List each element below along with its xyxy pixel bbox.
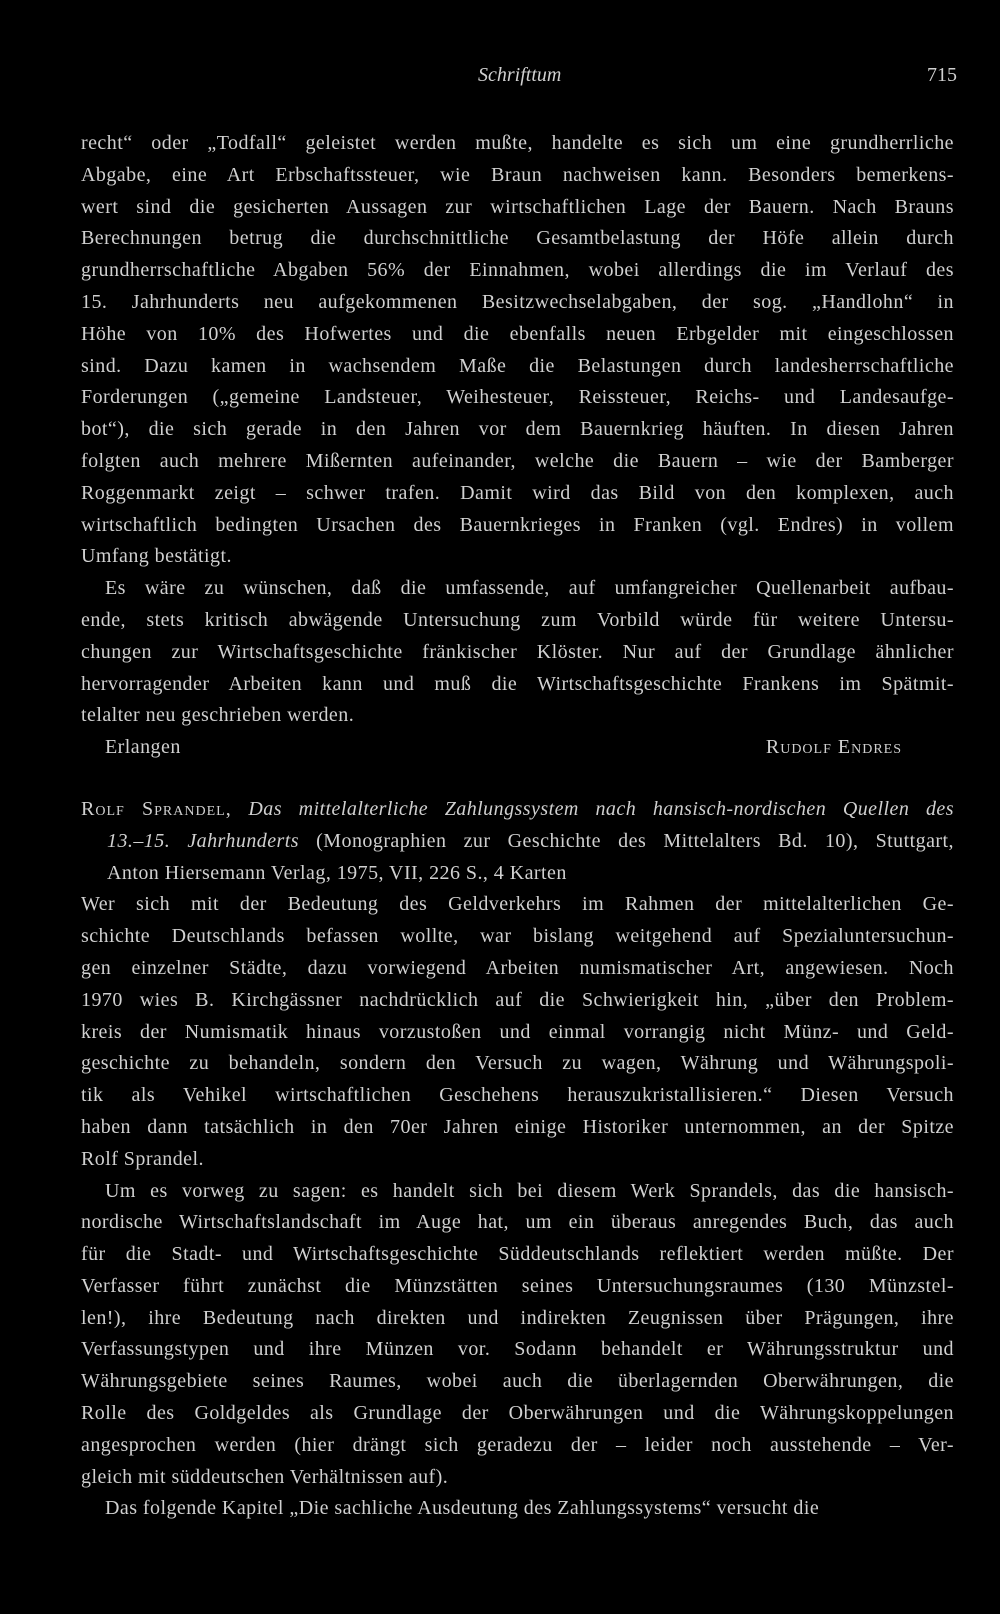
biblio-author: Rolf Sprandel, (81, 797, 232, 820)
body-text (81, 128, 954, 1525)
text-line: schichte Deutschlands befassen wollte, war bislang weitgehend auf Spezialuntersuchun- (81, 925, 954, 948)
text-line: wirtschaftlich bedingten Ursachen des Bauernkrieges in Franken (vgl. Endres) in vollem (81, 513, 954, 536)
text-line: telalter neu geschrieben werden. (81, 704, 355, 727)
text-line: Verfassungstypen und ihre Münzen vor. Sodann behandelt er Währungsstruktur und (81, 1338, 954, 1361)
text-line: bot“), die sich gerade in den Jahren vor dem Bauernkrieg häuften. In diesen Jahren (81, 418, 954, 441)
text-line: Forderungen („gemeine Landsteuer, Weihesteuer, Reissteuer, Reichs- und Landesaufge- (81, 386, 954, 409)
biblio-series: (Monographien zur Geschichte des Mittelalters Bd. 10), Stuttgart, (299, 829, 954, 852)
text-line: 1970 wies B. Kirchgässner nachdrücklich auf die Schwierigkeit hin, „über den Problem- (81, 988, 954, 1011)
running-title: Schrifttum (478, 64, 562, 86)
biblio-line (81, 826, 954, 858)
text-line: kreis der Numismatik hinaus vorzustoßen und einmal vorrangig nicht Münz- und Geld- (81, 1020, 954, 1043)
signature-line (81, 732, 954, 764)
text-line: Es wäre zu wünschen, daß die umfassende, auf umfangreicher Quellenarbeit aufbau- (105, 577, 954, 600)
text-line: Rolle des Goldgeldes als Grundlage der Oberwährungen und die Währungskoppelungen (81, 1402, 954, 1425)
review-2-text (81, 889, 954, 1525)
text-line: Höhe von 10% des Hofwertes und die ebenfalls neuen Erbgelder mit eingeschlossen (81, 322, 954, 345)
text-line: Abgabe, eine Art Erbschaftssteuer, wie Braun nachweisen kann. Besonders bemerkens- (81, 163, 954, 186)
biblio-title: Das mittelalterliche Zahlungssystem nach hansisch-nordischen Quellen des (248, 797, 954, 820)
page-header (0, 60, 1000, 94)
biblio-title-cont: 13.–15. Jahrhunderts (107, 829, 300, 852)
text-line: Rolf Sprandel. (81, 1147, 204, 1170)
text-line: recht“ oder „Todfall“ geleistet werden mußte, handelte es sich um eine grundherrliche (81, 132, 954, 154)
text-line: Berechnungen betrug die durchschnittliche Gesamtbelastung der Höfe allein durch (81, 227, 954, 250)
text-line: folgten auch mehrere Mißernten aufeinander, welche die Bauern – wie der Bamberger (81, 449, 954, 472)
biblio-publisher: Anton Hiersemann Verlag, 1975, VII, 226 S., 4 Karten (107, 861, 567, 884)
text-line: Währungsgebiete seines Raumes, wobei auch die überlagernden Oberwährungen, die (81, 1370, 954, 1393)
text-line: sind. Dazu kamen in wachsendem Maße die Belastungen durch landesherrschaftliche (81, 354, 954, 377)
text-line: chungen zur Wirtschaftsgeschichte fränkischer Klöster. Nur auf der Grundlage ähnlicher (81, 640, 954, 663)
signature-place: Erlangen (105, 736, 181, 759)
text-line: gleich mit süddeutschen Verhältnissen auf). (81, 1465, 449, 1488)
text-line: tik als Vehikel wirtschaftlichen Geschehens herauszukristallisieren.“ Diesen Versuch (81, 1084, 954, 1107)
text-line: angesprochen werden (hier drängt sich geradezu der – leider noch ausstehende – Ver- (81, 1433, 954, 1456)
bibliographic-entry (81, 794, 954, 889)
review-1-text (81, 128, 954, 732)
page-number: 715 (927, 64, 957, 86)
text-line: Wer sich mit der Bedeutung des Geldverkehrs im Rahmen der mittelalterlichen Ge- (81, 893, 954, 916)
text-line: len!), ihre Bedeutung nach direkten und indirekten Zeugnissen über Prägungen, ihre (81, 1306, 954, 1329)
text-line: ende, stets kritisch abwägende Untersuchung zum Vorbild würde für weitere Untersu- (81, 608, 954, 631)
text-line: Verfasser führt zunächst die Münzstätten seines Untersuchungsraumes (130 Münzstel- (81, 1274, 954, 1297)
text-line: grundherrschaftliche Abgaben 56% der Einnahmen, wobei allerdings die im Verlauf des (81, 259, 954, 282)
text-line: wert sind die gesicherten Aussagen zur wirtschaftlichen Lage der Bauern. Nach Brauns (81, 195, 954, 218)
text-line: für die Stadt- und Wirtschaftsgeschichte Süddeutschlands reflektiert werden müßte. Der (81, 1243, 954, 1266)
text-line: geschichte zu behandeln, sondern den Versuch zu wagen, Währung und Währungspoli- (81, 1052, 954, 1075)
section-gap (81, 764, 954, 794)
text-line: hervorragender Arbeiten kann und muß die Wirtschaftsgeschichte Frankens im Spätmit- (81, 672, 954, 695)
text-line: gen einzelner Städte, dazu vorwiegend Arbeiten numismatischer Art, angewiesen. Noch (81, 956, 954, 979)
text-line: Umfang bestätigt. (81, 545, 232, 568)
text-line: haben dann tatsächlich in den 70er Jahren einige Historiker unternommen, an der Spitze (81, 1115, 954, 1138)
text-line: 15. Jahrhunderts neu aufgekommenen Besitzwechselabgaben, der sog. „Handlohn“ in (81, 290, 954, 313)
text-line: Das folgende Kapitel „Die sachliche Ausdeutung des Zahlungssystems“ versucht die (105, 1497, 820, 1520)
text-line: Um es vorweg zu sagen: es handelt sich bei diesem Werk Sprandels, das die hansisch- (105, 1179, 954, 1202)
signature-author: Rudolf Endres (765, 736, 902, 759)
biblio-line (81, 794, 954, 826)
text-line: Roggenmarkt zeigt – schwer trafen. Damit wird das Bild von den komplexen, auch (81, 481, 954, 504)
text-line: nordische Wirtschaftslandschaft im Auge hat, um ein überaus anregendes Buch, das auch (81, 1211, 954, 1234)
